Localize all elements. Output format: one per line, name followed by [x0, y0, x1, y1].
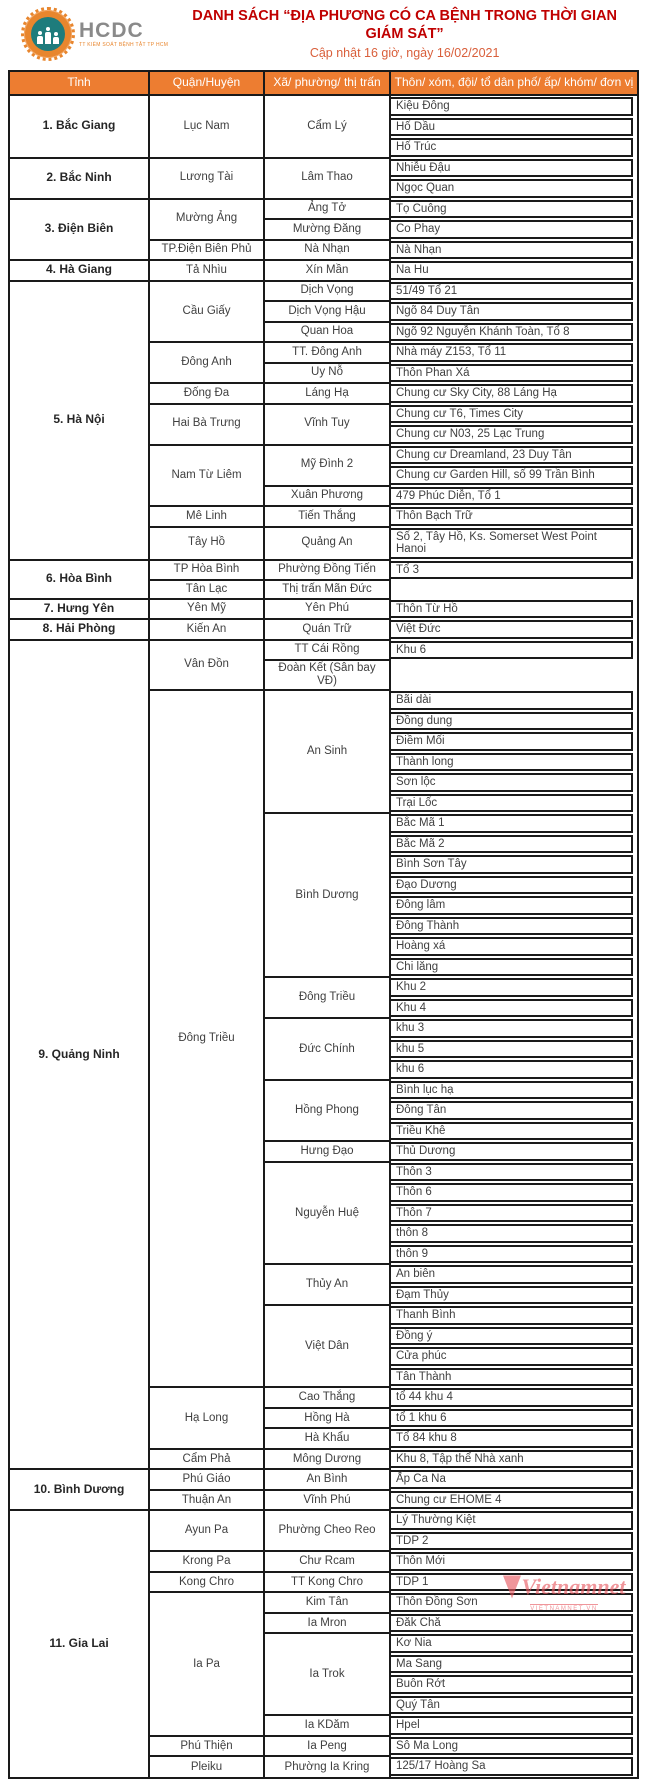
- village-cell: [390, 178, 638, 199]
- province-cell: 1. Bắc Giang: [9, 95, 149, 158]
- village-box: Bắc Mã 1: [391, 814, 633, 833]
- village-box: Tổ 84 khu 8: [391, 1429, 633, 1448]
- village-cell: [390, 1264, 638, 1285]
- village-box: Trại Lốc: [391, 794, 633, 813]
- village-box: Chung cư Sky City, 88 Láng Hạ: [391, 384, 633, 403]
- district-cell: Vân Đồn: [149, 640, 264, 691]
- village-cell: [390, 219, 638, 240]
- commune-cell: Dịch Vọng: [264, 281, 390, 302]
- district-cell: Hai Bà Trưng: [149, 404, 264, 445]
- page-title: DANH SÁCH “ĐỊA PHƯƠNG CÓ CA BỆNH TRONG THỜI GIAN GIÁM SÁT”: [192, 8, 618, 43]
- village-box: Tân Thành: [391, 1368, 633, 1387]
- village-cell: [390, 137, 638, 158]
- village-box: Đồng ý: [391, 1327, 633, 1346]
- village-box: Đạm Thủy: [391, 1286, 633, 1305]
- commune-cell: Uy Nỗ: [264, 363, 390, 384]
- village-box: Chung cư N03, 25 Lạc Trung: [391, 425, 633, 444]
- locations-table: [8, 70, 639, 1779]
- village-cell: [390, 1100, 638, 1121]
- district-cell: Đông Triều: [149, 690, 264, 1387]
- village-box: thôn 8: [391, 1224, 633, 1243]
- village-box: [391, 667, 633, 684]
- district-cell: TP Hòa Bình: [149, 560, 264, 581]
- village-cell: [390, 486, 638, 507]
- village-cell: [390, 1715, 638, 1736]
- village-cell: [390, 1018, 638, 1039]
- commune-cell: Hồng Hà: [264, 1408, 390, 1429]
- village-cell: [390, 619, 638, 640]
- commune-cell: TT Cái Rồng: [264, 640, 390, 661]
- district-cell: Mường Ảng: [149, 199, 264, 240]
- district-cell: Cẩm Phả: [149, 1449, 264, 1470]
- village-box: Thanh Bình: [391, 1306, 633, 1325]
- district-cell: Tây Hồ: [149, 527, 264, 560]
- table-header-row: [9, 71, 638, 95]
- commune-cell: Mỹ Đình 2: [264, 445, 390, 486]
- village-cell: [390, 363, 638, 384]
- province-cell: 7. Hưng Yên: [9, 599, 149, 620]
- village-box: Buôn Rớt: [391, 1675, 633, 1694]
- table-row: [9, 599, 638, 620]
- commune-cell: Chư Rcam: [264, 1551, 390, 1572]
- village-cell: [390, 1654, 638, 1675]
- village-cell: [390, 813, 638, 834]
- village-box: Bình Sơn Tây: [391, 855, 633, 874]
- village-box: Nà Nhạn: [391, 241, 633, 260]
- village-cell: [390, 1059, 638, 1080]
- village-box: Tổ 3: [391, 561, 633, 580]
- village-box: Kơ Nia: [391, 1634, 633, 1653]
- village-cell: [390, 1326, 638, 1347]
- province-cell: 9. Quảng Ninh: [9, 640, 149, 1470]
- province-cell: 3. Điện Biên: [9, 199, 149, 261]
- page-subtitle: Cập nhật 16 giờ, ngày 16/02/2021: [309, 46, 500, 61]
- village-cell: [390, 1182, 638, 1203]
- commune-cell: Nguyễn Huệ: [264, 1162, 390, 1265]
- village-box: Đông Thành: [391, 917, 633, 936]
- village-box: tổ 44 khu 4: [391, 1388, 633, 1407]
- village-box: Kiệu Đông: [391, 97, 633, 116]
- logo-tagline: TT KIỂM SOÁT BỆNH TẬT TP HCM: [79, 41, 169, 48]
- table-row: [9, 158, 638, 179]
- village-box: 51/49 Tổ 21: [391, 282, 633, 301]
- commune-cell: Nà Nhạn: [264, 240, 390, 261]
- table-body: [9, 95, 638, 1778]
- commune-cell: Dịch Vọng Hậu: [264, 301, 390, 322]
- village-cell: [390, 690, 638, 711]
- village-cell: [390, 1080, 638, 1101]
- logo-acronym: HCDC: [79, 18, 144, 42]
- village-box: Quý Tân: [391, 1696, 633, 1715]
- commune-cell: Hà Khẩu: [264, 1428, 390, 1449]
- village-cell: [390, 560, 638, 581]
- village-box: Thôn Đồng Sơn: [391, 1593, 633, 1612]
- hcdc-logo-text: [79, 20, 168, 48]
- village-cell: [390, 1346, 638, 1367]
- hcdc-logo-icon: [24, 10, 72, 58]
- village-box: Bắc Mã 2: [391, 835, 633, 854]
- hcdc-logo: [24, 10, 168, 58]
- village-box: Co Phay: [391, 220, 633, 239]
- village-cell: [390, 506, 638, 527]
- col-header-commune: Xã/ phường/ thị trấn: [264, 71, 390, 95]
- province-cell: 8. Hải Phòng: [9, 619, 149, 640]
- commune-cell: Phường Cheo Reo: [264, 1510, 390, 1551]
- district-cell: Phú Thiện: [149, 1736, 264, 1757]
- village-cell: [390, 1613, 638, 1634]
- village-box: TDP 1: [391, 1573, 633, 1592]
- village-box: Nhiễu Đậu: [391, 159, 633, 178]
- village-cell: [390, 260, 638, 281]
- village-cell: [390, 1141, 638, 1162]
- province-cell: 6. Hòa Bình: [9, 560, 149, 599]
- district-cell: Hạ Long: [149, 1387, 264, 1449]
- village-cell: [390, 1531, 638, 1552]
- village-box: [391, 581, 633, 598]
- village-box: Ngõ 92 Nguyễn Khánh Toàn, Tổ 8: [391, 323, 633, 342]
- village-box: thôn 9: [391, 1245, 633, 1264]
- village-cell: [390, 158, 638, 179]
- table-row: [9, 281, 638, 302]
- village-cell: [390, 1756, 638, 1778]
- village-cell: [390, 1408, 638, 1429]
- village-box: Chung cư Dreamland, 23 Duy Tân: [391, 446, 633, 465]
- village-cell: [390, 1449, 638, 1470]
- commune-cell: Ia Mron: [264, 1613, 390, 1634]
- village-box: Triều Khê: [391, 1122, 633, 1141]
- commune-cell: Cao Thắng: [264, 1387, 390, 1408]
- village-box: Chi lăng: [391, 958, 633, 977]
- village-box: khu 6: [391, 1060, 633, 1079]
- village-box: tổ 1 khu 6: [391, 1409, 633, 1428]
- village-cell: [390, 404, 638, 425]
- village-box: Điềm Mối: [391, 732, 633, 751]
- district-cell: Đống Đa: [149, 383, 264, 404]
- village-cell: [390, 1592, 638, 1613]
- village-box: Thôn Mới: [391, 1552, 633, 1571]
- village-box: Khu 6: [391, 641, 633, 660]
- village-box: Khu 8, Tập thể Nhà xanh: [391, 1450, 633, 1469]
- table-row: [9, 260, 638, 281]
- village-box: Tọ Cuông: [391, 200, 633, 219]
- commune-cell: Ia Trok: [264, 1633, 390, 1715]
- village-box: Chung cư EHOME 4: [391, 1491, 633, 1510]
- village-cell: [390, 834, 638, 855]
- commune-cell: Quan Hoa: [264, 322, 390, 343]
- table-row: [9, 95, 638, 117]
- province-cell: 2. Bắc Ninh: [9, 158, 149, 199]
- village-cell: [390, 752, 638, 773]
- col-header-village: Thôn/ xóm, đội/ tổ dân phố/ ấp/ khóm/ đơn vị: [390, 71, 638, 95]
- village-cell: [390, 895, 638, 916]
- village-box: Đông lâm: [391, 896, 633, 915]
- district-cell: Kiến An: [149, 619, 264, 640]
- village-cell: [390, 998, 638, 1019]
- village-box: Hố Dầu: [391, 118, 633, 137]
- village-cell: [390, 793, 638, 814]
- watermark-text: Vietnamnet: [521, 1574, 626, 1599]
- village-cell: [390, 936, 638, 957]
- village-box: Hoàng xá: [391, 937, 633, 956]
- village-cell: [390, 1162, 638, 1183]
- village-box: Na Hu: [391, 261, 633, 280]
- village-box: 479 Phúc Diễn, Tổ 1: [391, 487, 633, 506]
- village-cell: [390, 1736, 638, 1757]
- village-box: Chung cư Garden Hill, số 99 Trần Bình: [391, 466, 633, 485]
- village-cell: [390, 281, 638, 302]
- village-cell: [390, 322, 638, 343]
- village-cell: [390, 1367, 638, 1388]
- village-cell: [390, 1223, 638, 1244]
- village-cell: [390, 916, 638, 937]
- village-cell: [390, 95, 638, 117]
- commune-cell: Cẩm Lý: [264, 95, 390, 158]
- commune-cell: Phường Ia Kring: [264, 1756, 390, 1778]
- commune-cell: Tiến Thắng: [264, 506, 390, 527]
- table-row: [9, 619, 638, 640]
- village-cell: [390, 199, 638, 220]
- village-cell: [390, 1510, 638, 1531]
- village-box: Ấp Ca Na: [391, 1470, 633, 1489]
- district-cell: Đông Anh: [149, 342, 264, 383]
- village-cell: [390, 1551, 638, 1572]
- commune-cell: Mông Dương: [264, 1449, 390, 1470]
- commune-cell: Hồng Phong: [264, 1080, 390, 1142]
- district-cell: Ia Pa: [149, 1592, 264, 1736]
- province-cell: 11. Gia Lai: [9, 1510, 149, 1778]
- village-cell: [390, 772, 638, 793]
- district-cell: Tân Lạc: [149, 580, 264, 599]
- village-cell: [390, 1428, 638, 1449]
- table-row: [9, 1469, 638, 1490]
- commune-cell: An Bình: [264, 1469, 390, 1490]
- commune-cell: TT Kong Chro: [264, 1572, 390, 1593]
- commune-cell: Hưng Đạo: [264, 1141, 390, 1162]
- district-cell: Ayun Pa: [149, 1510, 264, 1551]
- village-box: Chung cư T6, Times City: [391, 405, 633, 424]
- commune-cell: Thị trấn Mãn Đức: [264, 580, 390, 599]
- table-row: [9, 1510, 638, 1531]
- village-box: Thôn Bạch Trữ: [391, 507, 633, 526]
- village-cell: [390, 1572, 638, 1593]
- village-box: Đạo Dương: [391, 876, 633, 895]
- district-cell: Phú Giáo: [149, 1469, 264, 1490]
- district-cell: Yên Mỹ: [149, 599, 264, 620]
- commune-cell: Xín Mần: [264, 260, 390, 281]
- village-cell: [390, 465, 638, 486]
- village-box: Thôn Phan Xá: [391, 364, 633, 383]
- village-cell: [390, 424, 638, 445]
- commune-cell: Quảng An: [264, 527, 390, 560]
- village-cell: [390, 875, 638, 896]
- village-box: Lý Thường Kiệt: [391, 1511, 633, 1530]
- table-row: [9, 199, 638, 220]
- page-header: [0, 0, 645, 64]
- village-cell: [390, 580, 638, 599]
- village-box: Sô Ma Long: [391, 1737, 633, 1756]
- village-box: Việt Đức: [391, 620, 633, 639]
- village-box: Thôn 6: [391, 1183, 633, 1202]
- district-cell: Tả Nhìu: [149, 260, 264, 281]
- commune-cell: Thủy An: [264, 1264, 390, 1305]
- village-box: khu 5: [391, 1040, 633, 1059]
- village-cell: [390, 1674, 638, 1695]
- commune-cell: Láng Hạ: [264, 383, 390, 404]
- village-cell: [390, 599, 638, 620]
- village-cell: [390, 445, 638, 466]
- village-box: Hpel: [391, 1716, 633, 1735]
- district-cell: Kong Chro: [149, 1572, 264, 1593]
- commune-cell: An Sinh: [264, 690, 390, 813]
- district-cell: Thuận An: [149, 1490, 264, 1511]
- village-cell: [390, 977, 638, 998]
- district-cell: Nam Từ Liêm: [149, 445, 264, 507]
- commune-cell: Đông Triều: [264, 977, 390, 1018]
- village-box: Thôn Từ Hồ: [391, 600, 633, 619]
- village-cell: [390, 854, 638, 875]
- commune-cell: Xuân Phương: [264, 486, 390, 507]
- village-cell: [390, 1039, 638, 1060]
- village-box: Bãi dài: [391, 691, 633, 710]
- village-cell: [390, 1469, 638, 1490]
- village-cell: [390, 1695, 638, 1716]
- col-header-district: Quận/Huyện: [149, 71, 264, 95]
- village-cell: [390, 1203, 638, 1224]
- village-cell: [390, 1121, 638, 1142]
- commune-cell: Mường Đăng: [264, 219, 390, 240]
- village-cell: [390, 640, 638, 661]
- village-box: An biên: [391, 1265, 633, 1284]
- village-box: Nhà máy Z153, Tổ 11: [391, 343, 633, 362]
- village-cell: [390, 957, 638, 978]
- village-box: Khu 2: [391, 978, 633, 997]
- province-cell: 5. Hà Nội: [9, 281, 149, 560]
- col-header-province: Tỉnh: [9, 71, 149, 95]
- village-box: Số 2, Tây Hồ, Ks. Somerset West Point Hanoi: [391, 528, 633, 559]
- commune-cell: Vĩnh Phú: [264, 1490, 390, 1511]
- village-cell: [390, 1285, 638, 1306]
- village-box: Thôn 7: [391, 1204, 633, 1223]
- commune-cell: Lâm Thao: [264, 158, 390, 199]
- commune-cell: Ảng Tở: [264, 199, 390, 220]
- village-cell: [390, 1490, 638, 1511]
- commune-cell: Kim Tân: [264, 1592, 390, 1613]
- village-cell: [390, 117, 638, 138]
- commune-cell: Ia Peng: [264, 1736, 390, 1757]
- district-cell: Lục Nam: [149, 95, 264, 158]
- village-box: Thủ Dương: [391, 1142, 633, 1161]
- village-box: Khu 4: [391, 999, 633, 1018]
- village-box: Đăk Chă: [391, 1614, 633, 1633]
- village-cell: [390, 1387, 638, 1408]
- village-box: Đồng dung: [391, 712, 633, 731]
- title-block: [168, 7, 635, 60]
- village-cell: [390, 660, 638, 690]
- village-box: Ngõ 84 Duy Tân: [391, 302, 633, 321]
- district-cell: TP.Điện Biên Phủ: [149, 240, 264, 261]
- commune-cell: Đức Chính: [264, 1018, 390, 1080]
- commune-cell: Việt Dân: [264, 1305, 390, 1387]
- village-box: Thôn 3: [391, 1163, 633, 1182]
- table-row: [9, 560, 638, 581]
- village-box: Đông Tân: [391, 1101, 633, 1120]
- village-cell: [390, 342, 638, 363]
- village-cell: [390, 1305, 638, 1326]
- table-row: [9, 640, 638, 661]
- commune-cell: Bình Dương: [264, 813, 390, 977]
- commune-cell: Phường Đồng Tiến: [264, 560, 390, 581]
- village-box: TDP 2: [391, 1532, 633, 1551]
- commune-cell: Đoàn Kết (Sân bay VĐ): [264, 660, 390, 690]
- district-cell: Mê Linh: [149, 506, 264, 527]
- people-icon: [31, 17, 65, 51]
- village-cell: [390, 1244, 638, 1265]
- village-box: Bình lục hạ: [391, 1081, 633, 1100]
- village-box: Ngọc Quan: [391, 179, 633, 198]
- district-cell: Krong Pa: [149, 1551, 264, 1572]
- commune-cell: Ia KDăm: [264, 1715, 390, 1736]
- village-box: Sơn lộc: [391, 773, 633, 792]
- village-box: 125/17 Hoàng Sa: [391, 1757, 633, 1776]
- village-cell: [390, 301, 638, 322]
- village-box: Thành long: [391, 753, 633, 772]
- district-cell: Pleiku: [149, 1756, 264, 1778]
- village-box: Hố Trúc: [391, 138, 633, 157]
- commune-cell: Vĩnh Tuy: [264, 404, 390, 445]
- village-cell: [390, 240, 638, 261]
- village-box: Cửa phúc: [391, 1347, 633, 1366]
- village-box: khu 3: [391, 1019, 633, 1038]
- district-cell: Cầu Giấy: [149, 281, 264, 343]
- commune-cell: TT. Đông Anh: [264, 342, 390, 363]
- village-cell: [390, 383, 638, 404]
- village-cell: [390, 1633, 638, 1654]
- village-cell: [390, 711, 638, 732]
- village-cell: [390, 731, 638, 752]
- village-cell: [390, 527, 638, 560]
- province-cell: 10. Bình Dương: [9, 1469, 149, 1510]
- watermark-subtext: VIETNAMNET.VN: [530, 1606, 598, 1612]
- district-cell: Lương Tài: [149, 158, 264, 199]
- commune-cell: Quán Trữ: [264, 619, 390, 640]
- commune-cell: Yên Phú: [264, 599, 390, 620]
- village-box: Ma Sang: [391, 1655, 633, 1674]
- province-cell: 4. Hà Giang: [9, 260, 149, 281]
